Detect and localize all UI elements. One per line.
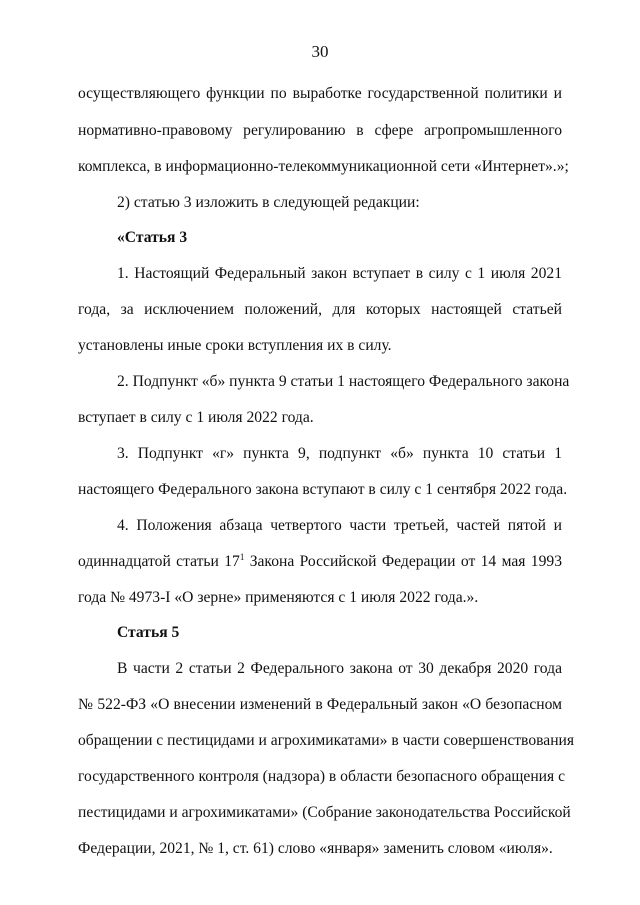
text-line: 4. Положения абзаца четвертого части третьей, частей пятой и — [117, 517, 562, 534]
text-line: государственного контроля (надзора) в области безопасного обращения с — [78, 768, 566, 785]
text-line: вступает в силу с 1 июля 2022 года. — [78, 409, 314, 426]
text-line: Федерации, 2021, № 1, ст. 61) слово «января» заменить словом «июля». — [78, 840, 553, 857]
text-fragment: Закона Российской Федерации от 14 мая 1993 — [244, 553, 562, 570]
text-line: года, за исключением положений, для которых настоящей статьей — [78, 301, 562, 318]
article-heading: «Статья 3 — [117, 229, 188, 246]
text-line: 1. Настоящий Федеральный закон вступает в силу с 1 июля 2021 — [117, 265, 562, 282]
text-line: 2) статью 3 изложить в следующей редакции: — [117, 194, 420, 211]
text-line: комплекса, в информационно-телекоммуникационной сети «Интернет».»; — [78, 158, 569, 175]
text-line: настоящего Федерального закона вступают в силу с 1 сентября 2022 года. — [78, 481, 568, 498]
text-line: № 522-ФЗ «О внесении изменений в Федеральный закон «О безопасном — [78, 696, 562, 713]
text-line: 2. Подпункт «б» пункта 9 статьи 1 настоящего Федерального закона — [117, 373, 570, 390]
text-line: В части 2 статьи 2 Федерального закона от 30 декабря 2020 года — [117, 660, 562, 677]
text-line: 3. Подпункт «г» пункта 9, подпункт «б» пункта 10 статьи 1 — [117, 445, 562, 462]
text-fragment: одиннадцатой статьи 17 — [78, 553, 240, 570]
text-line-with-superscript — [78, 552, 562, 572]
page-number: 30 — [311, 42, 329, 61]
article-heading: Статья 5 — [117, 624, 180, 641]
text-line: установлены иные сроки вступления их в силу. — [78, 337, 392, 354]
text-line: года № 4973-I «О зерне» применяются с 1 июля 2022 года.». — [78, 589, 479, 606]
text-line: пестицидами и агрохимикатами» (Собрание законодательства Российской — [78, 804, 571, 821]
superscript: 1 — [239, 552, 245, 562]
text-line: обращении с пестицидами и агрохимикатами» в части совершенствования — [78, 732, 575, 749]
text-line: нормативно-правовому регулированию в сфере агропромышленного — [78, 122, 562, 139]
text-line: осуществляющего функции по выработке государственной политики и — [78, 85, 562, 102]
